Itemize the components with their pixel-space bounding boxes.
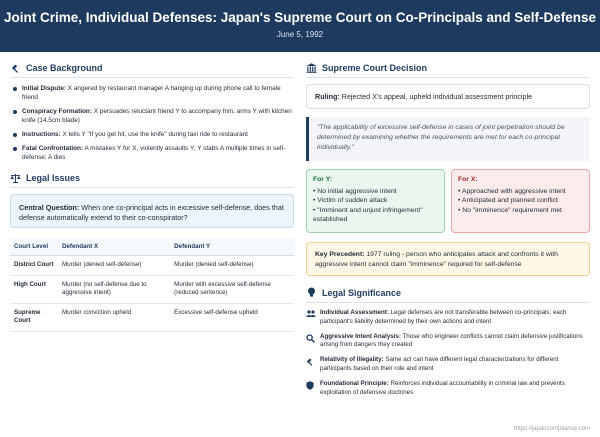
- search-icon: [306, 333, 316, 351]
- table-row: High Court Murder (no self-defense due to aggressive intent) Murder with excessive self-defense (reduced sentence): [10, 275, 294, 303]
- lightbulb-icon: [306, 287, 317, 298]
- list-item: Initial Dispute: X angered by restaurant manager A hanging up during phone call to female friend: [12, 84, 294, 102]
- table-row: Supreme Court Murder conviction upheld Excessive self-defense upheld: [10, 303, 294, 331]
- decision-title: Supreme Court Decision: [322, 62, 428, 73]
- table-row: District Court Murder (denied self-defense) Murder (denied self-defense): [10, 256, 294, 276]
- page-date: June 5, 1992: [276, 30, 324, 39]
- list-item: Aggressive Intent Analysis: Those who engineer conflicts cannot claim defensive justifications arising from dangers they created: [306, 333, 590, 351]
- party-comparison: [306, 169, 590, 233]
- central-question-box: Central Question: When one co-principal acts in excessive self-defense, does that defense automatically extend to their co-conspirator?: [10, 194, 294, 228]
- legal-issues-heading: [10, 172, 294, 188]
- list-item: Individual Assessment: Legal defenses are not transferable between co-principals; each participant's liability determined by their own actions and intent: [306, 309, 590, 327]
- footer-url: https://japancompliance.com: [513, 426, 590, 432]
- gavel-icon: [306, 356, 316, 374]
- col-header: Defendant Y: [170, 238, 294, 256]
- right-column: [306, 62, 590, 403]
- significance-list: [306, 309, 590, 397]
- page-header: [0, 0, 600, 52]
- list-item: • Anticipated and planned conflict: [458, 197, 558, 204]
- for-y-box: For Y: • No initial aggressive intent • Victim of sudden attack • "Imminent and unjust infringement" established: [306, 169, 445, 233]
- court-rulings-table: [10, 238, 294, 332]
- list-item: Foundational Principle: Reinforces individual accountability in criminal law and prevents exploitation of defensive doctrines: [306, 380, 590, 398]
- list-item: • No "imminence" requirement met: [458, 206, 562, 214]
- users-icon: [306, 309, 316, 327]
- list-item: Relativity of Illegality: Same act can have different legal characterizations for different participants based on their role and intent: [306, 356, 590, 374]
- key-precedent-box: Key Precedent: 1977 ruling - person who anticipates attack and confronts it with aggressive intent cannot claim "imminence" required for self-defense: [306, 242, 590, 276]
- decision-heading: [306, 62, 590, 78]
- legal-issues-title: Legal Issues: [26, 172, 81, 183]
- gavel-icon: [10, 62, 21, 73]
- table-header-row: [10, 238, 294, 256]
- col-header: Court Level: [10, 238, 58, 256]
- col-header: Defendant X: [58, 238, 170, 256]
- shield-icon: [306, 380, 316, 398]
- left-column: [10, 62, 294, 332]
- list-item: Conspiracy Formation: X persuades reluctant friend Y to accompany him, arms Y with kitchen knife (14.5cm blade): [12, 107, 294, 125]
- significance-title: Legal Significance: [322, 287, 402, 298]
- list-item: • No initial aggressive intent: [313, 187, 397, 195]
- case-background-heading: [10, 62, 294, 78]
- for-x-box: For X: • Approached with aggressive intent • Anticipated and planned conflict • No "imminence" requirement met: [451, 169, 590, 233]
- list-item: • Victim of sudden attack: [313, 197, 388, 204]
- courthouse-icon: [306, 62, 317, 73]
- list-item: Instructions: X tells Y "If you get hit, use the knife" during taxi ride to restaurant: [12, 130, 294, 139]
- case-background-title: Case Background: [26, 62, 103, 73]
- list-item: Fatal Confrontation: A mistakes Y for X, violently assaults Y; Y stabs A multiple times in self-defense; A dies: [12, 144, 294, 162]
- significance-heading: [306, 287, 590, 303]
- ruling-box: Ruling: Rejected X's appeal, upheld individual assessment principle: [306, 84, 590, 109]
- case-background-list: [10, 84, 294, 162]
- page-title: Joint Crime, Individual Defenses: Japan's Supreme Court on Co-Principals and Self-Defense: [3, 10, 597, 25]
- list-item: • "Imminent and unjust infringement" established: [313, 206, 423, 223]
- decision-quote: "The applicability of excessive self-defense in cases of joint perpetration should be determined by examining whether the requirements are met for each co-principal individually.": [306, 117, 590, 161]
- scale-icon: [10, 172, 21, 183]
- list-item: • Approached with aggressive intent: [458, 187, 566, 195]
